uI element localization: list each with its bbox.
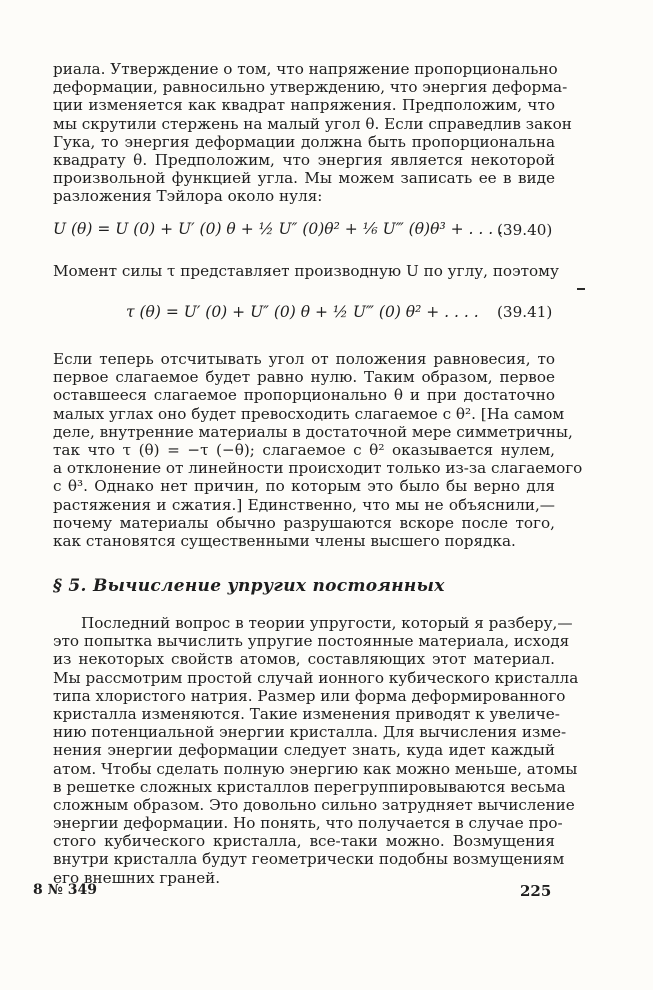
equation-number-39-40: (39.40)	[497, 221, 553, 239]
text-line: мы скрутили стержень на малый угол θ. Если справедлив закон	[53, 114, 572, 133]
text-line: квадрату θ. Предположим, что энергия является некоторой	[53, 150, 555, 169]
text-line: Мы рассмотрим простой случай ионного кубического кристалла	[53, 668, 579, 687]
text-line: деле, внутренние материалы в достаточной мере симметричны,	[53, 422, 573, 441]
text-line: типа хлористого натрия. Размер или форма деформированного	[53, 686, 566, 705]
text-line: как становятся существенными члены высшего порядка.	[53, 531, 516, 550]
equation-number-39-41: (39.41)	[497, 303, 553, 321]
text-line: Момент силы τ представляет производную U по углу, поэтому	[53, 262, 559, 280]
text-line: ции изменяется как квадрат напряжения. Предположим, что	[53, 96, 555, 115]
text-line: энергии деформации. Но понять, что получается в случае про-	[53, 814, 563, 833]
page-number: 225	[520, 882, 552, 900]
text-line: стого кубического кристалла, все-таки можно. Возмущения	[53, 832, 555, 851]
paragraph-taylor-intro	[53, 60, 572, 206]
text-line: оставшееся слагаемое пропорционально θ и при достаточно	[53, 386, 555, 405]
text-line: произвольной функцией угла. Мы можем записать ее в виде	[53, 169, 555, 188]
paragraph-equilibrium	[53, 350, 583, 550]
text-line: риала. Утверждение о том, что напряжение пропорционально	[53, 60, 558, 78]
equation-39-41: τ (θ) = U′ (0) + U″ (0) θ + ½ U‴ (0) θ² + . . . .	[126, 303, 479, 321]
text-line: в решетке сложных кристаллов перегруппировываются весьма	[53, 777, 566, 796]
text-line: нию потенциальной энергии кристалла. Для вычисления изме-	[53, 723, 567, 742]
text-line: деформации, равносильно утверждению, что энергия деформа-	[53, 78, 568, 97]
text-line: его внешних граней.	[53, 868, 221, 887]
paragraph-elastic-constants	[53, 614, 579, 887]
text-line: внутри кристалла будут геометрически подобны возмущениям	[53, 850, 565, 869]
text-line: с θ³. Однако нет причин, по которым это было бы верно для	[53, 477, 555, 496]
text-line: Если теперь отсчитывать угол от положения равновесия, то	[53, 350, 555, 368]
text-line: разложения Тэйлора около нуля:	[53, 187, 323, 206]
equation-39-40: U (θ) = U (0) + U′ (0) θ + ½ U″ (0)θ² + ⅙ U‴ (θ)θ³ + . . . .	[53, 220, 503, 238]
text-line: малых углах оно будет превосходить слагаемое с θ². [На самом	[53, 404, 565, 423]
text-line: из некоторых свойств атомов, составляющих этот материал.	[53, 650, 555, 669]
text-line: растяжения и сжатия.] Единственно, что мы не объяснили,—	[53, 495, 555, 514]
text-line: так что τ (θ) = −τ (−θ); слагаемое с θ² оказывается нулем,	[53, 440, 555, 459]
text-line: кристалла изменяются. Такие изменения приводят к увеличе-	[53, 704, 560, 723]
text-line: Последний вопрос в теории упругости, который я разберу,—	[81, 614, 573, 632]
text-line: сложным образом. Это довольно сильно затрудняет вычисление	[53, 795, 575, 814]
text-line: атом. Чтобы сделать полную энергию как можно меньше, атомы	[53, 759, 578, 778]
paragraph-moment	[53, 262, 559, 280]
text-line: Гука, то энергия деформации должна быть пропорциональна	[53, 132, 555, 151]
text-line: нения энергии деформации следует знать, куда идет каждый	[53, 741, 555, 760]
printer-signature: 8 № 349	[33, 882, 97, 898]
section-heading: § 5. Вычисление упругих постоянных	[53, 576, 445, 596]
margin-mark	[577, 288, 585, 290]
text-line: это попытка вычислить упругие постоянные материала, исходя	[53, 632, 570, 651]
text-line: почему материалы обычно разрушаются вскоре после того,	[53, 513, 555, 532]
text-line: а отклонение от линейности происходит только из-за слагаемого	[53, 459, 583, 478]
text-line: первое слагаемое будет равно нулю. Таким образом, первое	[53, 368, 555, 387]
